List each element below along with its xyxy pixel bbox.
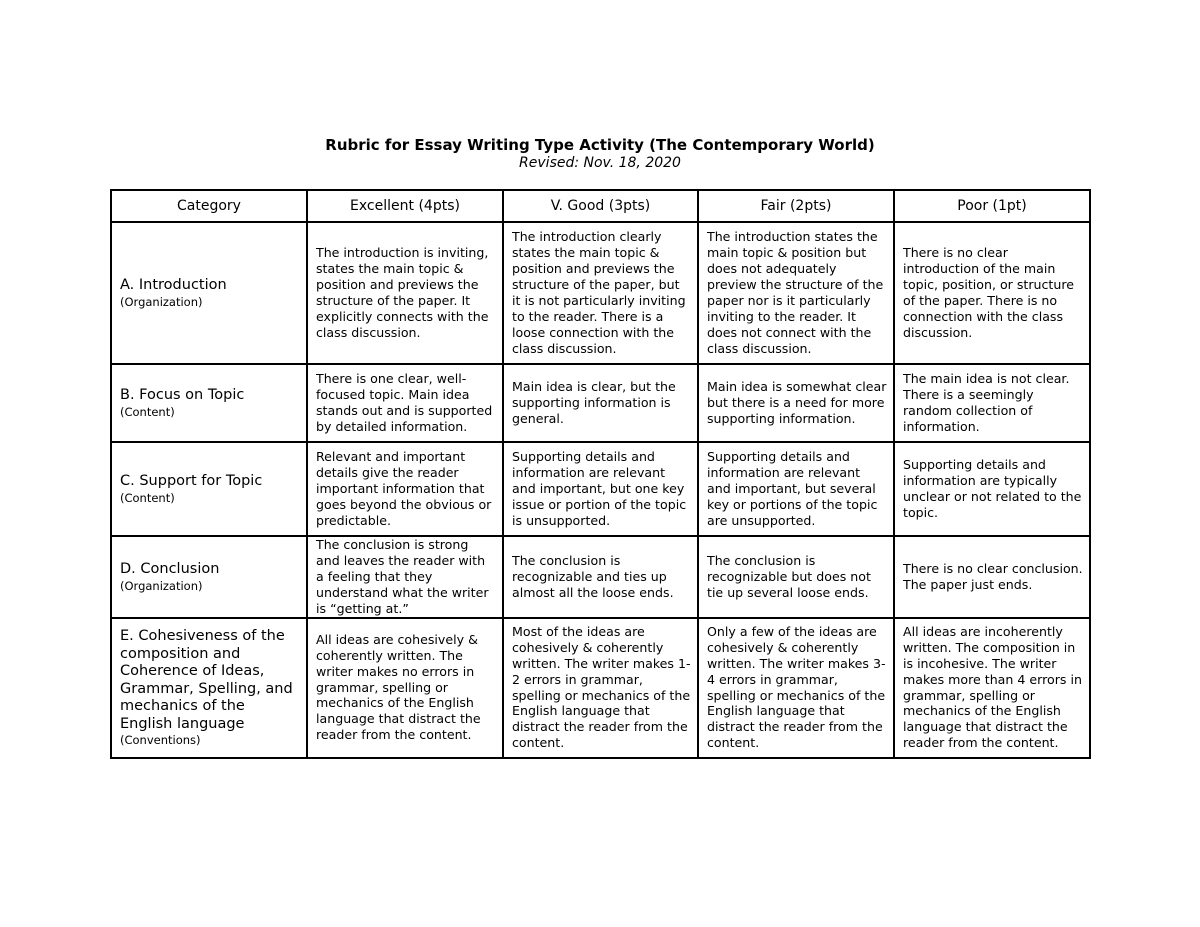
criteria-cell-very-good: Main idea is clear, but the supporting information is general.	[503, 364, 698, 442]
header-poor: Poor (1pt)	[894, 190, 1090, 222]
criteria-cell-poor: All ideas are incoherently written. The composition in is incohesive. The writer makes more than 4 errors in grammar, spelling or mechanics of the English language that distract the reader from the content.	[894, 618, 1090, 758]
criteria-cell-excellent: The conclusion is strong and leaves the reader with a feeling that they understand what the writer is “getting at.”	[307, 536, 503, 618]
document-subtitle: Revised: Nov. 18, 2020	[519, 155, 681, 171]
criteria-cell-very-good: Supporting details and information are relevant and important, but one key issue or portion of the topic is unsupported.	[503, 442, 698, 536]
criteria-cell-fair: The conclusion is recognizable but does not tie up several loose ends.	[698, 536, 894, 618]
rubric-table	[110, 189, 1091, 759]
category-label: C. Support for Topic	[120, 473, 263, 490]
table-row	[111, 618, 1090, 758]
criteria-cell-poor: Supporting details and information are typically unclear or not related to the topic.	[894, 442, 1090, 536]
category-cell	[111, 222, 307, 364]
category-subtype: (Organization)	[120, 578, 203, 593]
criteria-cell-excellent: Relevant and important details give the reader important information that goes beyond the obvious or predictable.	[307, 442, 503, 536]
criteria-cell-excellent: There is one clear, well-focused topic. Main idea stands out and is supported by detailed information.	[307, 364, 503, 442]
category-subtype: (Content)	[120, 490, 175, 505]
category-subtype: (Organization)	[120, 294, 203, 309]
header-row	[111, 190, 1090, 222]
table-row	[111, 442, 1090, 536]
criteria-cell-poor: The main idea is not clear. There is a seemingly random collection of information.	[894, 364, 1090, 442]
criteria-cell-fair: The introduction states the main topic & position but does not adequately preview the structure of the paper nor is it particularly inviting to the reader. It does not connect with the class discussion.	[698, 222, 894, 364]
header-category: Category	[111, 190, 307, 222]
header-very-good: V. Good (3pts)	[503, 190, 698, 222]
criteria-cell-very-good: The introduction clearly states the main topic & position and previews the structure of the paper, but it is not particularly inviting to the reader. There is a loose connection with the class discussion.	[503, 222, 698, 364]
category-label: A. Introduction	[120, 277, 227, 294]
category-cell	[111, 536, 307, 618]
category-subtype: (Content)	[120, 404, 175, 419]
document-title: Rubric for Essay Writing Type Activity (The Contemporary World)	[325, 136, 875, 154]
table-row	[111, 536, 1090, 618]
category-cell	[111, 364, 307, 442]
category-cell	[111, 618, 307, 758]
category-label: E. Cohesiveness of the composition and Coherence of Ideas, Grammar, Spelling, and mechanics of the English language	[120, 628, 293, 732]
criteria-cell-very-good: Most of the ideas are cohesively & coherently written. The writer makes 1-2 errors in grammar, spelling or mechanics of the English language that distract the reader from the content.	[503, 618, 698, 758]
criteria-cell-poor: There is no clear conclusion. The paper just ends.	[894, 536, 1090, 618]
criteria-cell-fair: Supporting details and information are relevant and important, but several key or portions of the topic are unsupported.	[698, 442, 894, 536]
criteria-cell-poor: There is no clear introduction of the main topic, position, or structure of the paper. There is no connection with the class discussion.	[894, 222, 1090, 364]
table-row	[111, 222, 1090, 364]
criteria-cell-fair: Main idea is somewhat clear but there is a need for more supporting information.	[698, 364, 894, 442]
criteria-cell-fair: Only a few of the ideas are cohesively & coherently written. The writer makes 3-4 errors in grammar, spelling or mechanics of the English language that distract the reader from the content.	[698, 618, 894, 758]
header-excellent: Excellent (4pts)	[307, 190, 503, 222]
table-row	[111, 364, 1090, 442]
criteria-cell-excellent: All ideas are cohesively & coherently written. The writer makes no errors in grammar, spelling or mechanics of the English language that distract the reader from the content.	[307, 618, 503, 758]
criteria-cell-excellent: The introduction is inviting, states the main topic & position and previews the structure of the paper. It explicitly connects with the class discussion.	[307, 222, 503, 364]
criteria-cell-very-good: The conclusion is recognizable and ties up almost all the loose ends.	[503, 536, 698, 618]
category-label: B. Focus on Topic	[120, 387, 245, 404]
category-cell	[111, 442, 307, 536]
header-fair: Fair (2pts)	[698, 190, 894, 222]
category-label: D. Conclusion	[120, 561, 220, 578]
category-subtype: (Conventions)	[120, 733, 201, 748]
